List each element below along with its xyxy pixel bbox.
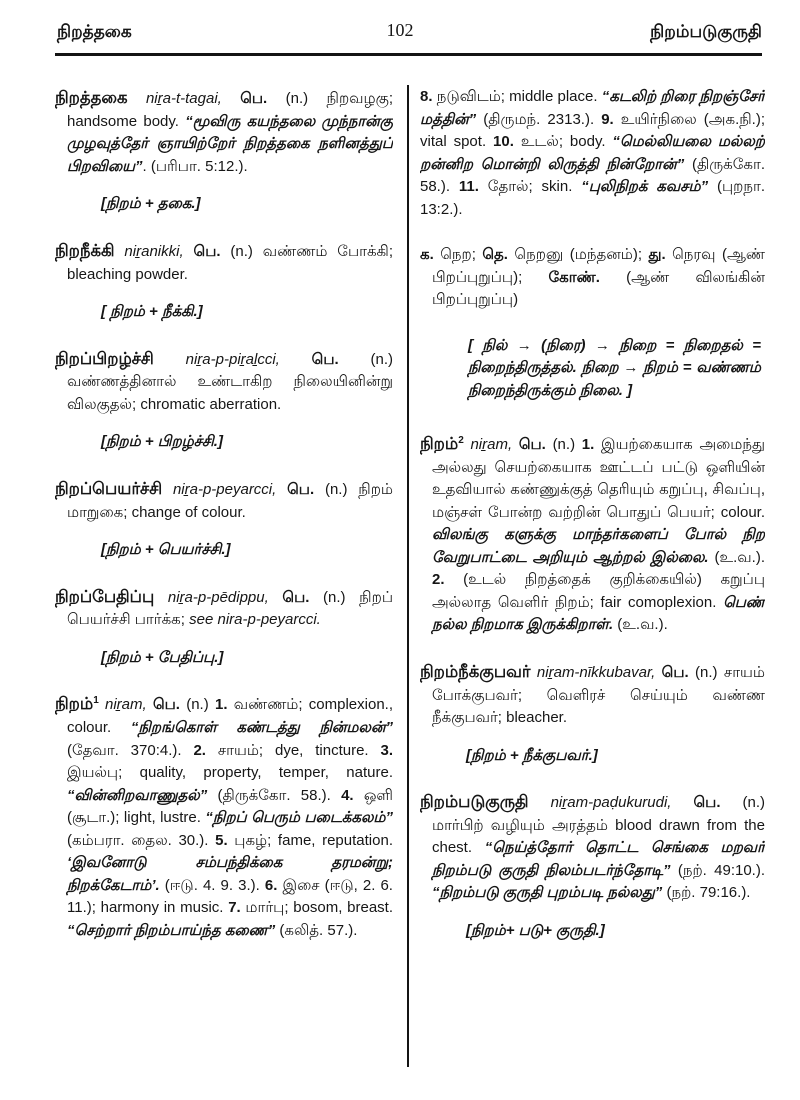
entry-etymology: [ நிறம் + நீக்கி.] bbox=[101, 303, 203, 320]
text-run: . (பரிபா. 5:12.). bbox=[142, 157, 248, 175]
entry-text bbox=[420, 790, 765, 905]
text-run: (n.) நிறவழகு; handsome body. bbox=[67, 90, 393, 130]
bold-run: 1. bbox=[581, 436, 595, 453]
text-run: (உ.வ.). bbox=[708, 548, 765, 566]
entry-headword: நிறம் bbox=[420, 435, 459, 453]
text-run: நெறனு (மந்தனம்); bbox=[507, 246, 649, 263]
tamil-quote: விலங்கு களுக்கு மாந்தர்களைப் போல் நிற வேறுபாட்டை அறியும் ஆற்றல் இல்லை. bbox=[432, 526, 765, 566]
entry-text bbox=[55, 477, 393, 524]
entry-transliteration: niṟa-t-tagai, bbox=[127, 90, 222, 107]
entry-headword: நிறம் bbox=[55, 695, 94, 714]
dictionary-entry bbox=[55, 585, 393, 670]
tamil-quote: “செற்றார் நிறம்பாய்ந்த கணை” bbox=[67, 921, 276, 939]
entry-etymology: [நிறம் + பேதிப்பு.] bbox=[101, 648, 224, 666]
entry-transliteration: niṟam, bbox=[463, 436, 513, 453]
text-run: (கம்பரா. தைல. 30.). bbox=[67, 831, 216, 849]
entry-text bbox=[420, 86, 765, 221]
entry-headword: நிறப்பெயர்ச்சி bbox=[55, 479, 163, 498]
dictionary-entry bbox=[55, 477, 393, 562]
text-run: உடல்; body. bbox=[513, 133, 613, 150]
dictionary-entry bbox=[420, 790, 765, 942]
bold-run: பெ. bbox=[279, 350, 339, 368]
entry-headword: நிறப்பேதிப்பு bbox=[55, 587, 155, 606]
entry-etymology: [நிறம் + நீக்குபவர்.] bbox=[466, 746, 598, 764]
text-run: (திருக்கோ. 58.). bbox=[420, 155, 765, 195]
text-run: (புறநா. 13:2.). bbox=[420, 178, 765, 218]
bold-run: பெ. bbox=[671, 794, 721, 811]
entry-text bbox=[420, 335, 765, 403]
text-run: இயல்பு; quality, property, temper, nature. bbox=[67, 764, 393, 781]
bold-run: பெ. bbox=[268, 588, 310, 606]
dictionary-entry bbox=[55, 692, 393, 942]
text-run: (திருக்கோ. 58.). bbox=[207, 786, 342, 804]
tamil-quote: “கடலிற் றிரை நிறஞ்சேர் மத்தின்” bbox=[420, 88, 765, 128]
text-run: தோல்; skin. bbox=[478, 178, 582, 195]
bold-run: க. bbox=[420, 246, 434, 263]
entry-sense-number: 2 bbox=[458, 435, 464, 446]
text-run: (நற். 79:16.). bbox=[662, 884, 751, 902]
dictionary-entry bbox=[55, 86, 393, 216]
text-run: (n.) வண்ணம் போக்கி; bleaching powder. bbox=[67, 242, 393, 283]
entry-text bbox=[55, 86, 393, 178]
entry-transliteration: niṟa-p-peyarcci, bbox=[162, 480, 277, 498]
text-run: இசை (ஈடு, 2. 6. 11.); harmony in music. bbox=[67, 876, 393, 916]
entry-headword: நிறம்நீக்குபவர் bbox=[420, 662, 531, 681]
text-run: நெற; bbox=[433, 246, 483, 263]
text-run: (ஆண் விலங்கின் பிறப்புறுப்பு) bbox=[432, 268, 765, 308]
entry-headword: நிறத்தகை bbox=[55, 89, 128, 107]
bold-run: 8. bbox=[420, 88, 433, 105]
text-run: ஒளி (சூடா.); light, lustre. bbox=[67, 786, 393, 826]
entry-transliteration: niṟanikki, bbox=[114, 242, 184, 260]
entry-etymology: [நிறம்+ படு+ குருதி.] bbox=[466, 921, 605, 939]
header-rule bbox=[55, 53, 762, 56]
left-column bbox=[55, 86, 393, 965]
text-run: மார்பு; bosom, breast. bbox=[240, 899, 393, 916]
bold-run: கோண். bbox=[548, 268, 600, 286]
entry-headword: நிறநீக்கி bbox=[55, 241, 115, 260]
text-run: (n.) சாயம் போக்குபவர்; வெளிரச் செய்யும் வண்ண நீக்குபவர்; bleacher. bbox=[432, 663, 765, 726]
text-run: (உடல் நிறத்தைக் குறிக்கையில்) கறுப்பு அல்லாத வெளிர் நிறம்; fair comoplexion. bbox=[432, 571, 765, 611]
text-run: (n.) bbox=[545, 436, 582, 453]
text-run: இயற்கையாக அமைந்து அல்லது செயற்கையாக ஊட்டப் பட்டு ஒளியின் உதவியால் கண்ணுக்குத் தெரியும் கறுப்பு, சிவப்பு, மஞ்சள் போன்ற வற்றின் பொதுப் பெயர்; colour. bbox=[432, 436, 765, 521]
tamil-quote: “நிறப் பெரும் படைக்கலம்” bbox=[205, 809, 393, 826]
bold-run: 1. bbox=[214, 696, 228, 714]
entry-etymology: [நிறம் + பெயர்ச்சி.] bbox=[101, 541, 231, 558]
text-run: வண்ணம்; complexion., colour. bbox=[67, 696, 393, 736]
bold-run: 2. bbox=[432, 571, 445, 589]
tamil-quote: “புலிநிறக் கவசம்” bbox=[581, 178, 709, 195]
bold-run: 6. bbox=[264, 876, 278, 894]
bold-run: பெ. bbox=[655, 663, 689, 681]
bold-run: பெ. bbox=[512, 436, 546, 453]
dictionary-entry bbox=[420, 432, 765, 637]
entry-transliteration: niṟam-nīkkubavar, bbox=[530, 663, 656, 681]
dictionary-entry bbox=[420, 244, 765, 312]
tamil-quote: “மூவிரு கயந்தலை முந்நான்கு முழவுத்தேர் ஞாயிற்றேர் நிறத்தகை நளினத்துப் பிறவியை” bbox=[67, 112, 393, 175]
text-run: நெரவு (ஆண் பிறப்புறுப்பு); bbox=[432, 246, 765, 286]
bold-run: து. bbox=[648, 246, 666, 263]
text-run: (n.) நிறப் பெயர்ச்சி பார்க்க; bbox=[67, 588, 393, 629]
text-run: புகழ்; fame, reputation. bbox=[227, 831, 393, 849]
entry-headword: நிறம்படுகுருதி bbox=[420, 793, 529, 811]
tamil-quote: [ நில் → (நிரை) → நிறை = நிறைதல் = நிறைந்திருத்தல். நிறை → நிறம் = வண்ணம் நிறைந்திருக்கும் நிலை. ] bbox=[468, 336, 761, 399]
running-head-left: நிறத்தகை bbox=[57, 22, 132, 41]
text-run: (n.) நிறம் மாறுகை; change of colour. bbox=[67, 480, 393, 521]
tamil-quote: “மெல்லியலை மல்லற் றன்னிற மொன்றி லிருத்தி நின்றோன்” bbox=[420, 133, 765, 173]
entry-transliteration: niṟam-paḍukurudi, bbox=[528, 794, 672, 811]
bold-run: 10. bbox=[493, 133, 514, 150]
page-number: 102 bbox=[386, 20, 414, 40]
bold-run: தெ. bbox=[482, 246, 508, 263]
text-run: (நற். 49:10.). bbox=[670, 861, 765, 879]
text-run: (n.) மார்பிற் வழியும் அரத்தம் blood drawn from the chest. bbox=[432, 794, 765, 857]
entry-text bbox=[420, 244, 765, 312]
text-run: (உ.வ.). bbox=[613, 616, 668, 634]
entry-text bbox=[420, 660, 765, 730]
tamil-quote: “வின்னிறவாணுதல்” bbox=[67, 786, 208, 804]
entry-transliteration: see nira-p-peyarcci. bbox=[189, 611, 321, 629]
right-column bbox=[420, 86, 765, 965]
entry-text bbox=[420, 432, 765, 637]
entry-text bbox=[55, 347, 393, 417]
text-run: உயிர்நிலை (அக.நி.); vital spot. bbox=[420, 110, 765, 150]
entry-sense-number: 1 bbox=[93, 695, 99, 707]
bold-run: பெ. bbox=[146, 696, 180, 714]
bold-run: 9. bbox=[601, 110, 614, 128]
bold-run: 11. bbox=[458, 178, 479, 195]
text-run: சாயம்; dye, tincture. bbox=[205, 741, 381, 759]
entry-transliteration: niṟa-p-pēdippu, bbox=[154, 588, 269, 606]
entry-text bbox=[55, 585, 393, 632]
bold-run: 7. bbox=[228, 899, 241, 916]
text-columns bbox=[55, 86, 767, 965]
entry-headword: நிறப்பிறழ்ச்சி bbox=[55, 349, 154, 368]
running-head-right: நிறம்படுகுருதி bbox=[650, 22, 762, 41]
bold-run: பெ. bbox=[183, 242, 221, 260]
entry-text bbox=[55, 692, 393, 942]
entry-etymology: [நிறம் + பிறழ்ச்சி.] bbox=[101, 433, 223, 451]
text-run: (திருமந். 2313.). bbox=[476, 110, 602, 128]
bold-run: 5. bbox=[215, 831, 228, 849]
entry-text bbox=[55, 239, 393, 286]
tamil-quote: ‘இவனோடு சம்பந்திக்கை தரமன்று; நிறக்கேடாம்’. bbox=[67, 854, 393, 894]
dictionary-entry bbox=[55, 347, 393, 454]
text-run: (தேவா. 370:4.). bbox=[67, 741, 194, 759]
bold-run: பெ. bbox=[276, 480, 315, 498]
tamil-quote: “நிறம்படு குருதி புறம்படி நல்லது” bbox=[432, 884, 663, 902]
entry-transliteration: niṟam, bbox=[98, 696, 147, 714]
dictionary-entry bbox=[420, 86, 765, 221]
bold-run: 2. bbox=[193, 741, 206, 759]
text-run: (கலித். 57.). bbox=[275, 921, 358, 939]
bold-run: 4. bbox=[341, 786, 354, 804]
tamil-quote: “நெய்த்தோர் தொட்ட செங்கை மறவர் நிறம்படு குருதி நிலம்படர்ந்தோடி” bbox=[432, 839, 765, 879]
dictionary-entry bbox=[55, 239, 393, 324]
text-run: (n.) bbox=[179, 696, 215, 714]
entry-transliteration: niṟa-p-piṟaḻcci, bbox=[153, 350, 280, 368]
bold-run: பெ. bbox=[221, 90, 268, 107]
dictionary-entry bbox=[420, 660, 765, 767]
entry-etymology: [நிறம் + தகை.] bbox=[101, 195, 201, 213]
text-run: (n.) வண்ணத்தினால் உண்டாகிற நிலையினின்று விலகுதல்; chromatic aberration. bbox=[67, 350, 393, 413]
tamil-quote: பெண் நல்ல நிறமாக இருக்கிறாள். bbox=[432, 593, 765, 634]
dictionary-entry bbox=[420, 335, 765, 403]
tamil-quote: “நிறங்கொள் கண்டத்து நின்மலன்” bbox=[130, 719, 393, 736]
text-run: (ஈடு. 4. 9. 3.). bbox=[159, 876, 265, 894]
text-run: நடுவிடம்; middle place. bbox=[432, 88, 602, 105]
bold-run: 3. bbox=[380, 741, 393, 759]
